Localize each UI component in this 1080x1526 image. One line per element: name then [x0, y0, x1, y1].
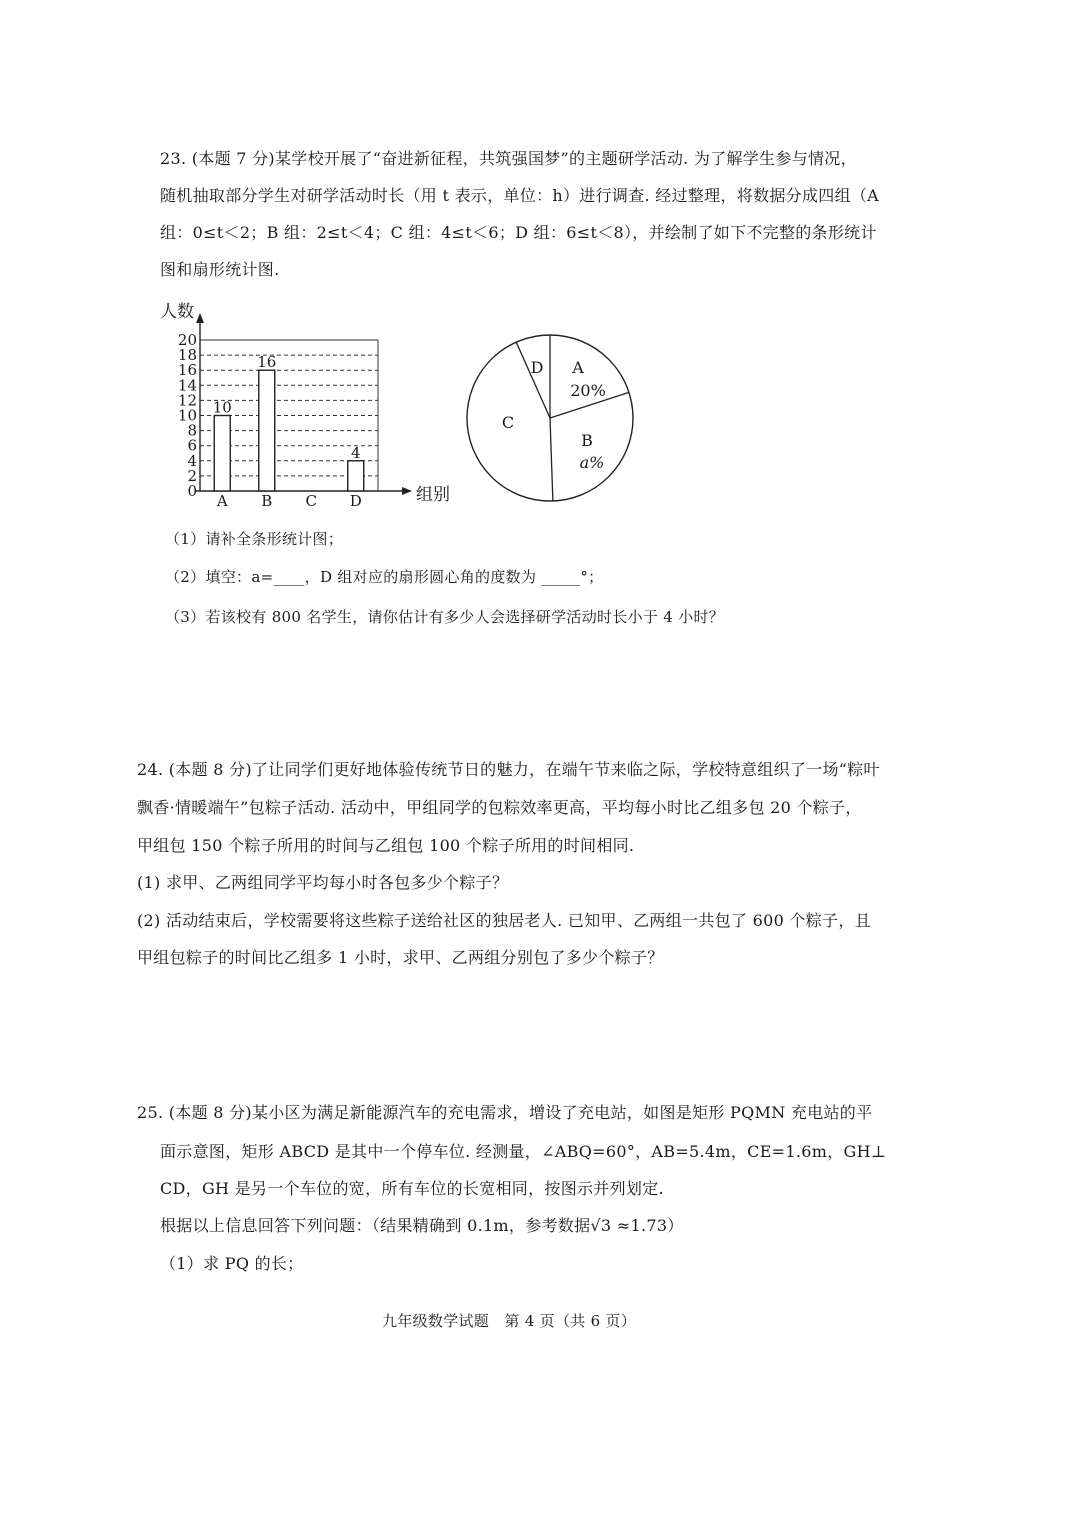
y-tick-label: 4 — [187, 451, 197, 470]
category-label-c: C — [305, 492, 317, 510]
category-label-a: A — [216, 492, 228, 510]
q24-line-6: 甲组包粽子的时间比乙组多 1 小时，求甲、乙两组分别包了多少个粽子？ — [137, 948, 664, 967]
data-label-b: 16 — [257, 353, 277, 372]
q25-line-5: （1）求 PQ 的长； — [160, 1254, 304, 1273]
q23-line-3: 组：0≤t＜2；B 组：2≤t＜4；C 组：4≤t＜6；D 组：6≤t＜8），并绘制了如下不完整的条形统计 — [160, 223, 877, 242]
q25-line-4: 根据以上信息回答下列问题：（结果精确到 0.1m，参考数据√3 ≈1.73） — [160, 1216, 684, 1235]
q23-line-2: 随机抽取部分学生对研学活动时长（用 t 表示，单位：h）进行调查. 经过整理，将数据分成四组（A — [160, 186, 880, 205]
x-axis-arrow — [402, 487, 412, 495]
category-label-b: B — [261, 492, 273, 510]
y-tick-label: 14 — [177, 376, 197, 395]
y-tick-label: 2 — [187, 466, 197, 485]
q25-line-2: 面示意图，矩形 ABCD 是其中一个停车位. 经测量，∠ABQ=60°，AB=5.4m，CE=1.6m，GH⊥ — [160, 1142, 887, 1161]
data-label-a: 10 — [212, 398, 232, 417]
q23-sub-3: （3）若该校有 800 名学生，请你估计有多少人会选择研学活动时长小于 4 小时？ — [165, 608, 725, 626]
q23-sub-1: （1）请补全条形统计图； — [165, 530, 344, 548]
q24-line-2: 飘香·情暖端午”包粽子活动. 活动中，甲组同学的包粽效率更高，平均每小时比乙组多包 20 个粽子， — [137, 798, 862, 817]
y-tick-label: 18 — [177, 346, 197, 365]
pie-label-a: A — [572, 358, 584, 377]
pie-label-d: D — [530, 358, 544, 377]
category-label-d: D — [349, 492, 362, 510]
x-axis-label: 组别 — [416, 485, 450, 505]
q25-line-1: 25. (本题 8 分)某小区为满足新能源汽车的充电需求，增设了充电站，如图是矩形 PQMN 充电站的平 — [137, 1103, 873, 1122]
bar-d — [348, 461, 364, 491]
pie-chart — [460, 328, 640, 508]
bar-chart — [150, 295, 460, 515]
y-tick-label: 10 — [177, 406, 197, 425]
y-tick-label: 6 — [187, 436, 197, 455]
y-tick-label: 0 — [187, 482, 197, 500]
y-tick-label: 12 — [177, 391, 197, 410]
pie-label-c: C — [501, 413, 515, 432]
q24-line-1: 24. (本题 8 分)了让同学们更好地体验传统节日的魅力，在端午节来临之际，学校特意组织了一场“粽叶 — [137, 760, 880, 779]
q24-line-5: (2) 活动结束后，学校需要将这些粽子送给社区的独居老人. 已知甲、乙两组一共包了 600 个粽子，且 — [137, 911, 871, 930]
q23-line-4: 图和扇形统计图. — [160, 260, 280, 279]
bar-b — [259, 370, 275, 491]
q23-sub-2: （2）填空：a=____，D 组对应的扇形圆心角的度数为 _____°； — [165, 568, 604, 586]
bar-a — [214, 416, 230, 492]
y-tick-label: 20 — [177, 331, 197, 349]
pie-value-b: a% — [579, 453, 605, 472]
pie-value-a: 20% — [570, 381, 606, 400]
q24-line-3: 甲组包 150 个粽子所用的时间与乙组包 100 个粽子所用的时间相同. — [137, 836, 635, 855]
pie-label-b: B — [581, 431, 593, 450]
page-footer: 九年级数学试题 第 4 页（共 6 页） — [382, 1312, 637, 1330]
y-tick-label: 8 — [187, 421, 197, 440]
y-axis-label: 人数 — [160, 302, 194, 322]
y-axis-arrow — [196, 313, 204, 323]
q24-line-4: (1) 求甲、乙两组同学平均每小时各包多少个粽子？ — [137, 873, 509, 892]
data-label-d: 4 — [350, 443, 361, 462]
q25-line-3: CD，GH 是另一个车位的宽，所有车位的长宽相同，按图示并列划定. — [160, 1179, 664, 1198]
y-tick-label: 16 — [177, 361, 197, 380]
q23-line-1: 23. (本题 7 分)某学校开展了“奋进新征程，共筑强国梦”的主题研学活动. 为了解学生参与情况， — [160, 149, 857, 168]
